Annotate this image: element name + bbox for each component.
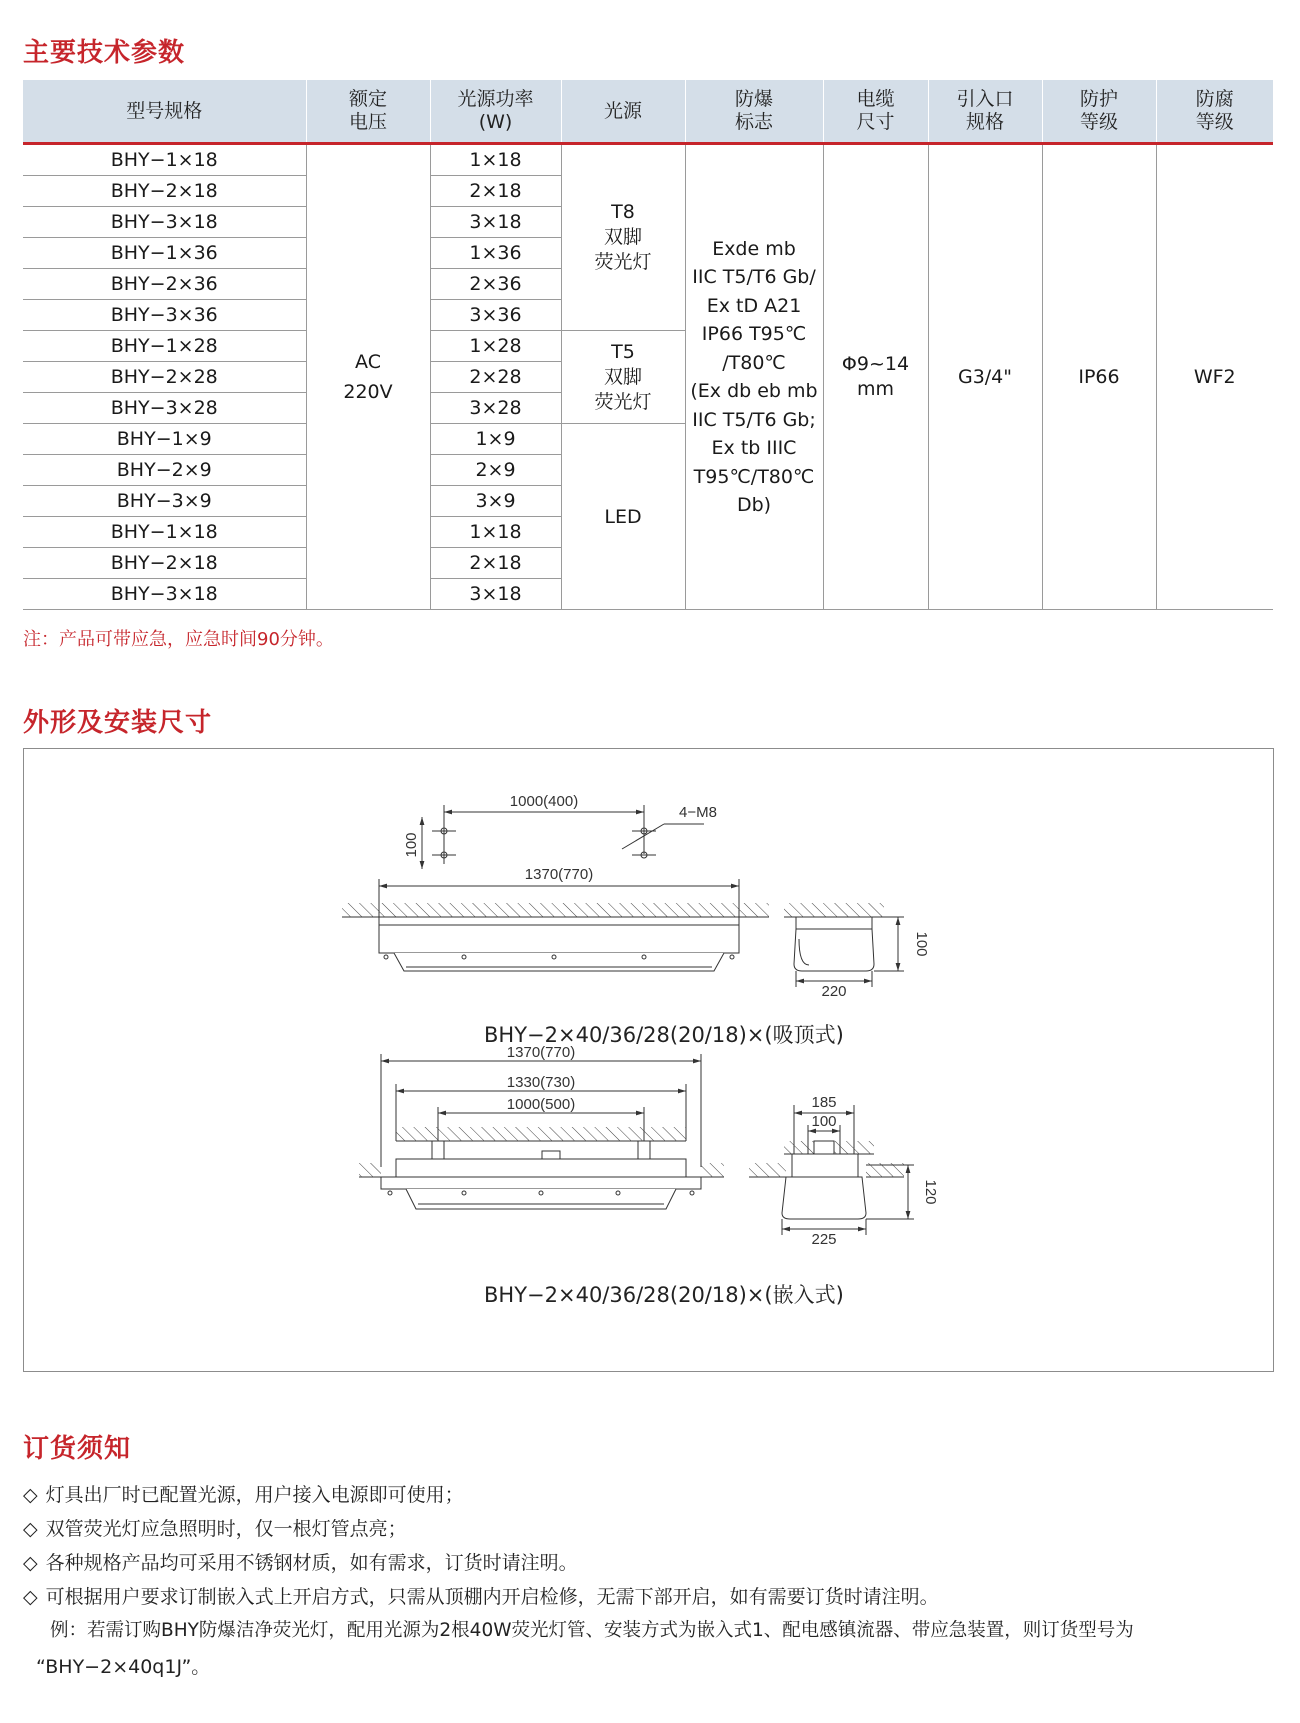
side-height-label: 100	[913, 931, 930, 957]
side-100-label: 100	[811, 1113, 837, 1130]
order-example-line1: 例：若需订购BHY防爆洁净荧光灯，配用光源为2根40W荧光灯管、安装方式为嵌入式1、配电感镇流器、带应急装置，则订货型号为	[50, 1620, 1134, 1641]
surface-mount-caption: BHY−2×40/36/28(20/18)×(吸顶式)	[484, 1023, 844, 1047]
power-cell: 1×18	[430, 144, 561, 176]
order-note-item	[23, 1582, 939, 1609]
power-cell: 3×9	[430, 486, 561, 517]
dimension-drawing-panel	[23, 748, 1274, 1372]
section-title-specs: 主要技术参数	[23, 38, 186, 68]
order-note-text: 双管荧光灯应急照明时，仅一根灯管点亮；	[45, 1518, 407, 1540]
model-cell: BHY−2×28	[23, 362, 306, 393]
power-cell: 1×28	[430, 331, 561, 362]
model-cell: BHY−1×9	[23, 424, 306, 455]
light-source-cell: T5 双脚 荧光灯	[561, 331, 685, 424]
header-cell: 防腐 等级	[1156, 80, 1273, 144]
order-note-text: 可根据用户要求订制嵌入式上开启方式，只需从顶棚内开启检修，无需下部开启，如有需要订货时请注明。	[45, 1586, 939, 1608]
section-title-dimensions: 外形及安装尺寸	[23, 708, 213, 738]
dimension-drawing	[24, 749, 1273, 1371]
ip-cell: IP66	[1042, 144, 1156, 610]
header-cell: 防护 等级	[1042, 80, 1156, 144]
cable-cell: Φ9~14 mm	[823, 144, 928, 610]
dim-spacing-label-2: 1000(500)	[506, 1096, 576, 1113]
dim-spacing-label: 1000(400)	[509, 793, 579, 810]
header-cell: 光源	[561, 80, 685, 144]
model-cell: BHY−3×28	[23, 393, 306, 424]
recessed-mount-drawing	[359, 1054, 914, 1235]
model-cell: BHY−1×28	[23, 331, 306, 362]
recessed-mount-caption: BHY−2×40/36/28(20/18)×(嵌入式)	[484, 1283, 844, 1307]
order-note-text: 灯具出厂时已配置光源，用户接入电源即可使用；	[45, 1484, 464, 1506]
model-cell: BHY−2×36	[23, 269, 306, 300]
section-title-ordering: 订货须知	[23, 1434, 132, 1464]
power-cell: 2×36	[430, 269, 561, 300]
power-cell: 3×18	[430, 207, 561, 238]
model-cell: BHY−3×18	[23, 579, 306, 610]
model-cell: BHY−3×18	[23, 207, 306, 238]
dim-inner-label: 1330(730)	[506, 1074, 576, 1091]
power-cell: 2×28	[430, 362, 561, 393]
table-row	[23, 144, 1273, 176]
model-cell: BHY−2×9	[23, 455, 306, 486]
anticorrosion-cell: WF2	[1156, 144, 1273, 610]
dim-length-label: 1370(770)	[524, 866, 594, 883]
light-source-cell: T8 双脚 荧光灯	[561, 144, 685, 331]
power-cell: 2×18	[430, 548, 561, 579]
ex-mark-cell: Exde mb IIC T5/T6 Gb/ Ex tD A21 IP66 T95℃ /T80℃ (Ex db eb mb IIC T5/T6 Gb; Ex tb IIIC T95℃/T80℃ Db)	[685, 144, 823, 610]
spec-table	[23, 80, 1273, 610]
diamond-bullet-icon: ◇	[23, 1552, 38, 1574]
order-note-text: 各种规格产品均可采用不锈钢材质，如有需求，订货时请注明。	[45, 1552, 578, 1574]
side-height-label-2: 120	[922, 1179, 939, 1205]
model-cell: BHY−2×18	[23, 548, 306, 579]
header-cell: 引入口 规格	[928, 80, 1042, 144]
power-cell: 1×9	[430, 424, 561, 455]
order-note-item	[23, 1548, 578, 1575]
power-cell: 3×18	[430, 579, 561, 610]
order-note-item	[23, 1480, 464, 1507]
model-cell: BHY−2×18	[23, 176, 306, 207]
side-185-label: 185	[811, 1094, 837, 1111]
dim-length-label-2: 1370(770)	[506, 1044, 576, 1061]
power-cell: 3×36	[430, 300, 561, 331]
model-cell: BHY−1×36	[23, 238, 306, 269]
power-cell: 2×9	[430, 455, 561, 486]
order-note-item	[23, 1514, 407, 1541]
header-cell: 额定 电压	[306, 80, 430, 144]
side-width-label: 220	[821, 983, 847, 1000]
power-cell: 2×18	[430, 176, 561, 207]
order-example-line2: “BHY−2×40q1J”。	[36, 1656, 211, 1678]
header-cell: 电缆 尺寸	[823, 80, 928, 144]
power-cell: 1×18	[430, 517, 561, 548]
diamond-bullet-icon: ◇	[23, 1586, 38, 1608]
power-cell: 1×36	[430, 238, 561, 269]
dim-bolt-label: 4−M8	[679, 804, 717, 821]
diamond-bullet-icon: ◇	[23, 1484, 38, 1506]
dim-100-label: 100	[403, 832, 420, 858]
power-cell: 3×28	[430, 393, 561, 424]
model-cell: BHY−1×18	[23, 144, 306, 176]
emergency-note: 注：产品可带应急，应急时间90分钟。	[23, 629, 334, 650]
model-cell: BHY−3×36	[23, 300, 306, 331]
model-cell: BHY−1×18	[23, 517, 306, 548]
entry-cell: G3/4"	[928, 144, 1042, 610]
header-cell: 防爆 标志	[685, 80, 823, 144]
voltage-cell: AC 220V	[306, 144, 430, 610]
header-cell: 型号规格	[23, 80, 306, 144]
surface-mount-drawing	[342, 805, 904, 987]
light-source-cell: LED	[561, 424, 685, 610]
table-header-row	[23, 80, 1273, 144]
diamond-bullet-icon: ◇	[23, 1518, 38, 1540]
header-cell: 光源功率 (W)	[430, 80, 561, 144]
model-cell: BHY−3×9	[23, 486, 306, 517]
side-width-label-2: 225	[811, 1231, 837, 1248]
